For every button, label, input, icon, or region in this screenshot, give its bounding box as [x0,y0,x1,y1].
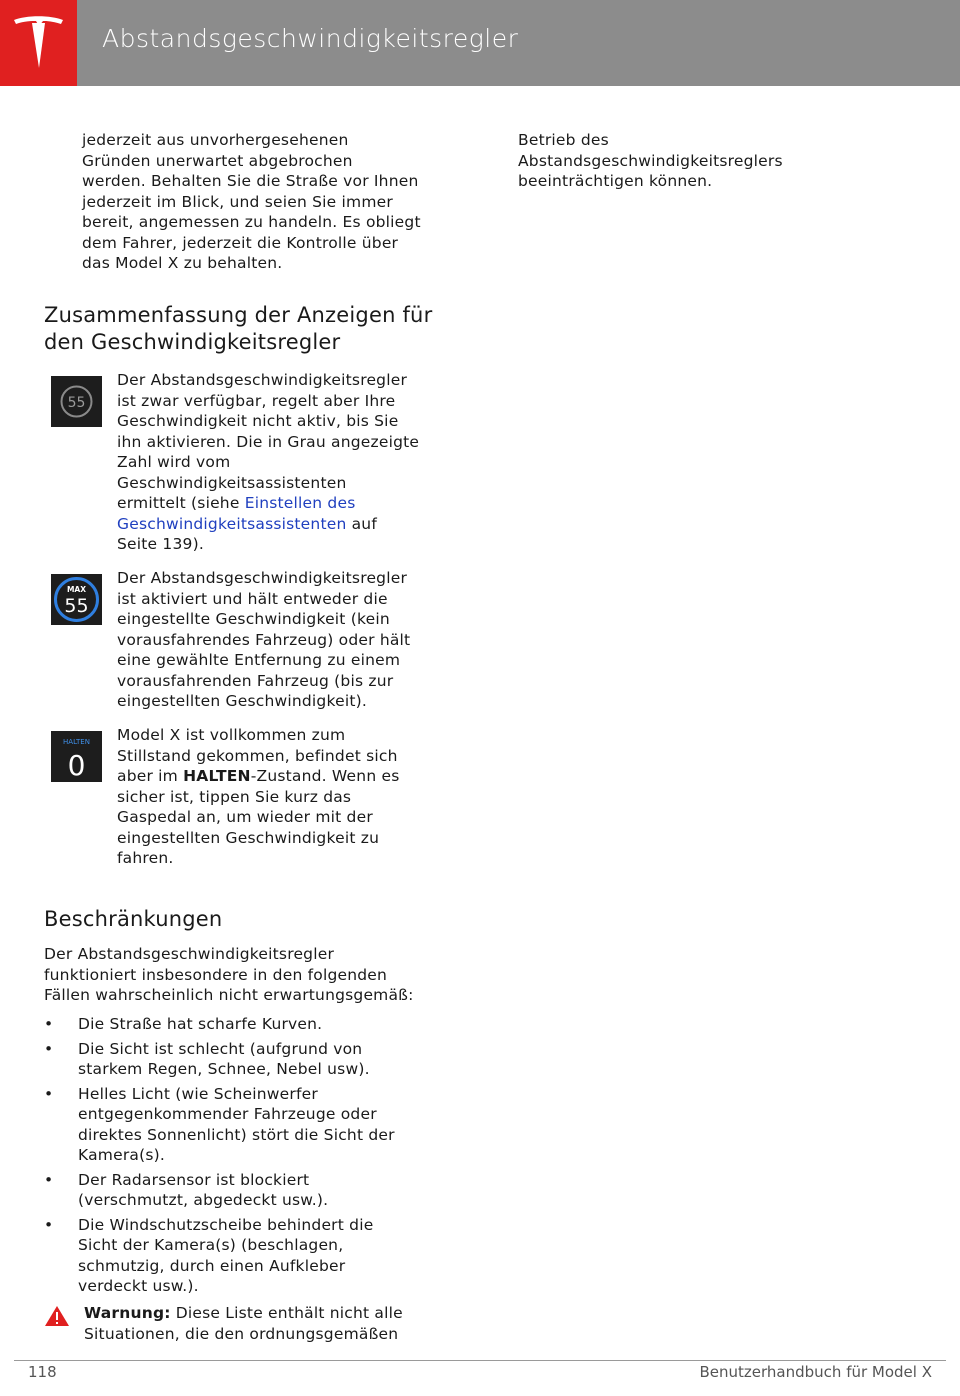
text-line: funktioniert insbesondere in den folgenden [44,965,388,984]
text-line: eingestellten Geschwindigkeit zu [117,828,380,847]
page-title: Abstandsgeschwindigkeitsregler [102,24,519,53]
text-line: beeinträchtigen können. [518,172,713,190]
indicator-description [117,568,447,712]
footer-divider [14,1360,946,1361]
text-line: Geschwindigkeit nicht aktiv, bis Sie [117,412,399,430]
text-line: eingestellte Geschwindigkeit (kein [117,610,390,628]
bullet-icon: • [44,1170,54,1189]
list-item [44,1014,444,1035]
text-line: werden. Behalten Sie die Straße vor Ihnen [82,172,419,190]
page-header [0,0,960,86]
text-line: Geschwindigkeitsassistenten [117,473,347,492]
text-line: Betrieb des [518,131,609,149]
icon-value: 55 [64,595,89,617]
text-line: eine gewählte Entfernung zu einem [117,651,401,669]
text-line: Seite 139). [117,535,204,553]
text-line: das Model X zu behalten. [82,254,283,272]
list-item [44,1084,444,1166]
text-line: Abstandsgeschwindigkeitsreglers [518,151,783,170]
text-fragment: -Zustand. Wenn es [250,767,400,785]
bullet-icon: • [44,1015,54,1033]
text-line: Stillstand gekommen, befindet sich [117,746,398,765]
text-line: vorausfahrendes Fahrzeug) oder hält [117,630,411,649]
text-line: jederzeit aus unvorhergesehenen [82,131,349,149]
icon-label: MAX [66,585,87,594]
text-line: (verschmutzt, abgedeckt usw.). [78,1191,329,1209]
text-line: entgegenkommender Fahrzeuge oder [78,1105,377,1123]
text-line: ist zwar verfügbar, regelt aber Ihre [117,391,396,410]
text-line: Kamera(s). [78,1146,165,1164]
text-line: jederzeit im Blick, und seien Sie immer [82,192,393,211]
text-line: Die Sicht ist schlecht (aufgrund von [78,1039,363,1058]
warning-triangle-icon [44,1305,70,1327]
summary-heading [44,302,464,356]
text-line: Der Abstandsgeschwindigkeitsregler [44,945,335,963]
text-line: Model X ist vollkommen zum [117,726,346,744]
text-line: Helles Licht (wie Scheinwerfer [78,1084,318,1103]
text-line: ihn aktivieren. Die in Grau angezeigte [117,432,420,451]
text-line: schmutzig, durch einen Aufkleber [78,1256,346,1275]
text-line: dem Fahrer, jederzeit die Kontrolle über [82,233,399,252]
limits-heading: Beschränkungen [44,907,223,931]
text-fragment: Diese Liste enthält nicht alle [170,1304,403,1322]
text-line: Zahl wird vom [117,453,231,471]
warning-text [84,1303,444,1344]
text-line: Der Abstandsgeschwindigkeitsregler [117,371,408,389]
text-line: verdeckt usw.). [78,1277,199,1295]
bullet-icon: • [44,1084,54,1103]
text-fragment: aber im [117,767,184,785]
text-line [117,766,447,787]
text-line: fahren. [117,849,174,867]
text-line [117,493,447,514]
text-line: Der Abstandsgeschwindigkeitsregler [117,569,408,587]
logo-box [0,0,77,86]
text-line: Gaspedal an, um wieder mit der [117,808,373,826]
heading-line: den Geschwindigkeitsregler [44,330,341,354]
footer-title: Benutzerhandbuch für Model X [699,1363,932,1381]
heading-line: Zusammenfassung der Anzeigen für [44,303,433,327]
limits-intro [44,944,444,1006]
link-einstellen[interactable]: Einstellen des [244,494,356,512]
text-line: Sicht der Kamera(s) (beschlagen, [78,1236,344,1254]
indicator-description [117,725,447,869]
text-line: Situationen, die den ordnungsgemäßen [84,1324,399,1343]
text-line: Der Radarsensor ist blockiert [78,1170,310,1189]
list-item [44,1170,444,1211]
text-line: starkem Regen, Schnee, Nebel usw). [78,1060,370,1078]
icon-label: HALTEN [63,738,90,746]
bullet-icon: • [44,1039,54,1058]
list-item [44,1215,444,1297]
link-geschwindigkeitsassistent[interactable]: Geschwindigkeitsassistenten [117,514,347,533]
bullet-icon: • [44,1215,54,1234]
text-line: Die Windschutzscheibe behindert die [78,1215,374,1234]
limits-list [44,1014,444,1301]
page-number: 118 [28,1363,57,1381]
text-line: bereit, angemessen zu handeln. Es obliegt [82,213,421,231]
icon-value: 0 [67,749,86,782]
speed-active-icon [51,574,102,625]
halten-term: HALTEN [183,767,251,785]
text-line: ist aktiviert und hält entweder die [117,589,388,608]
speed-available-icon [51,376,102,427]
text-line: sicher ist, tippen Sie kurz das [117,787,352,806]
indicator-description [117,370,447,555]
text-line [117,514,447,535]
text-line [84,1303,444,1324]
text-line: vorausfahrenden Fahrzeug (bis zur [117,671,394,690]
warning-label: Warnung: [84,1304,171,1322]
text-fragment: ermittelt (siehe [117,494,245,512]
text-fragment: auf [346,514,377,533]
tesla-logo-icon [12,14,65,70]
text-line: Gründen unerwartet abgebrochen [82,151,353,170]
text-line: Fällen wahrscheinlich nicht erwartungsgemäß: [44,986,414,1004]
intro-paragraph [82,130,442,274]
speed-hold-icon [51,731,102,782]
icon-value: 55 [67,395,86,411]
text-line: direktes Sonnenlicht) stört die Sicht der [78,1125,395,1144]
text-line: eingestellten Geschwindigkeit). [117,692,367,710]
list-item [44,1039,444,1080]
right-column-paragraph [518,130,838,192]
text-line: Die Straße hat scharfe Kurven. [78,1015,323,1033]
